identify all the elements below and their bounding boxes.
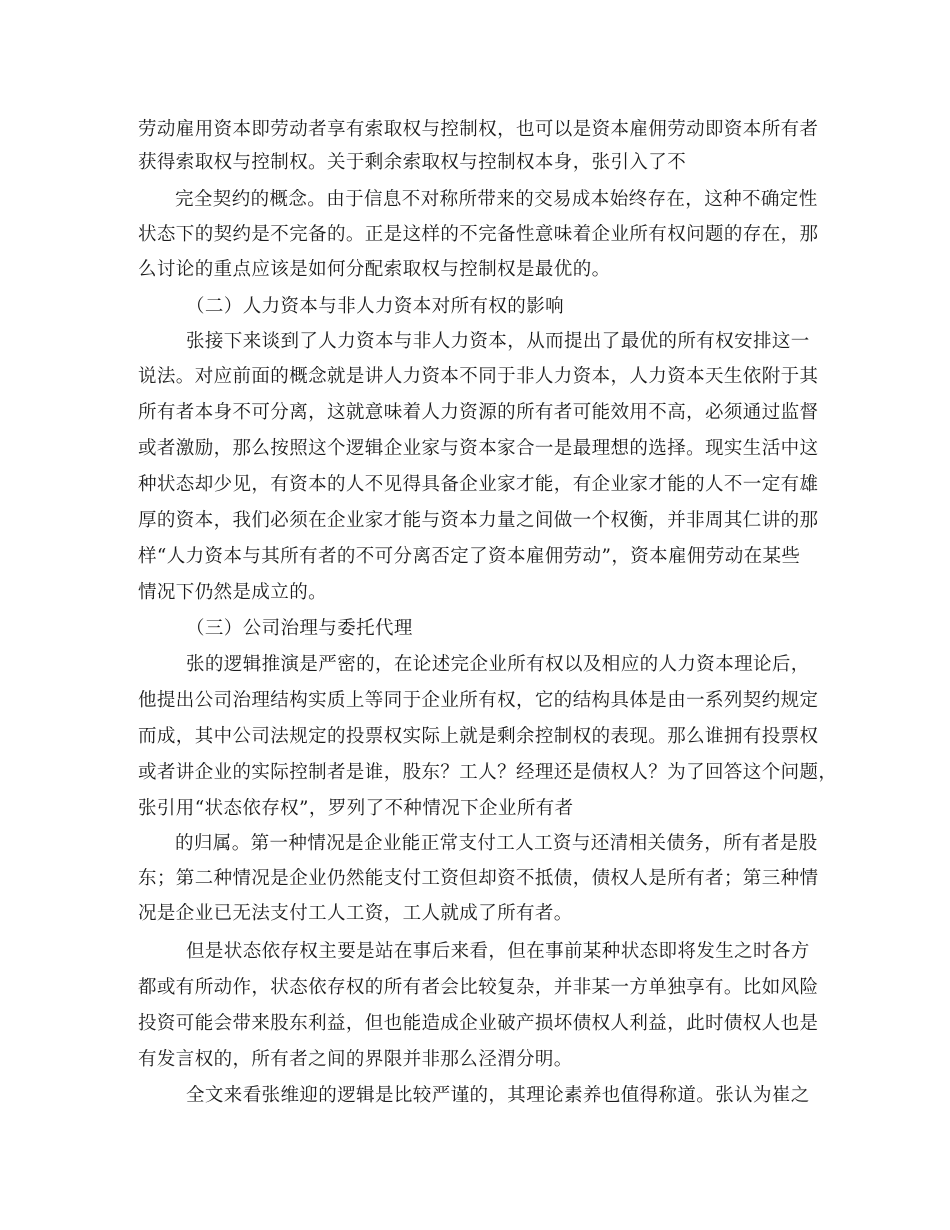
body-text-line: 完全契约的概念。由于信息不对称所带来的交易成本始终存在，这种不确定性 <box>175 189 818 210</box>
body-text-line: 东；第二种情况是企业仍然能支付工资但却资不抵债，债权人是所有者；第三种情 <box>138 868 819 889</box>
body-text-line: 状态下的契约是不完备的。正是这样的不完备性意味着企业所有权问题的存在，那 <box>138 224 819 245</box>
body-text-line: 样“人力资本与其所有者的不可分离否定了资本雇佣劳动”，资本雇佣劳动在某些 <box>138 546 801 567</box>
body-text-line: 或者讲企业的实际控制者是谁，股东？工人？经理还是债权人？为了回答这个问题， <box>138 762 838 783</box>
body-text-line: 种状态却少见，有资本的人不见得具备企业家才能，有企业家才能的人不一定有雄 <box>138 474 819 495</box>
body-text-line: 么讨论的重点应该是如何分配索取权与控制权是最优的。 <box>138 259 611 280</box>
body-text-line: 投资可能会带来股东利益，但也能造成企业破产损坏债权人利益，此时债权人也是 <box>138 1013 819 1034</box>
body-text-line: 张引用“状态依存权”，罗列了不种情况下企业所有者 <box>138 798 574 819</box>
body-text-line: 获得索取权与控制权。关于剩余索取权与控制权本身，张引入了不 <box>138 152 687 173</box>
body-text-line: 而成，其中公司法规定的投票权实际上就是剩余控制权的表现。那么谁拥有投票权 <box>138 726 819 747</box>
section-heading: （三）公司治理与委托代理 <box>186 618 413 639</box>
body-text-line: 他提出公司治理结构实质上等同于企业所有权，它的结构具体是由一系列契约规定 <box>138 690 819 711</box>
body-text-line: 张接下来谈到了人力资本与非人力资本，从而提出了最优的所有权安排这一 <box>186 331 810 352</box>
body-text-line: 劳动雇用资本即劳动者享有索取权与控制权，也可以是资本雇佣劳动即资本所有者 <box>138 119 819 140</box>
body-text-line: 厚的资本，我们必须在企业家才能与资本力量之间做一个权衡，并非周其仁讲的那 <box>138 510 819 531</box>
body-text-line: 或者激励，那么按照这个逻辑企业家与资本家合一是最理想的选择。现实生活中这 <box>138 438 819 459</box>
body-text-line: 的归属。第一种情况是企业能正常支付工人工资与还清相关债务，所有者是股 <box>175 833 818 854</box>
body-text-line: 情况下仍然是成立的。 <box>138 582 328 603</box>
body-text-line: 说法。对应前面的概念就是讲人力资本不同于非人力资本，人力资本天生依附于其 <box>138 366 819 387</box>
body-text-line: 全文来看张维迎的逻辑是比较严谨的，其理论素养也值得称道。张认为崔之 <box>186 1085 810 1106</box>
body-text-line: 但是状态依存权主要是站在事后来看，但在事前某种状态即将发生之时各方 <box>186 941 810 962</box>
body-text-line: 张的逻辑推演是严密的，在论述完企业所有权以及相应的人力资本理论后， <box>186 654 810 675</box>
section-heading: （二）人力资本与非人力资本对所有权的影响 <box>186 296 565 317</box>
body-text-line: 都或有所动作，状态依存权的所有者会比较复杂，并非某一方单独享有。比如风险 <box>138 977 819 998</box>
body-text-line: 所有者本身不可分离，这就意味着人力资源的所有者可能效用不高，必须通过监督 <box>138 402 819 423</box>
body-text-line: 况是企业已无法支付工人工资，工人就成了所有者。 <box>138 903 573 924</box>
body-text-line: 有发言权的，所有者之间的界限并非那么泾渭分明。 <box>138 1049 573 1070</box>
